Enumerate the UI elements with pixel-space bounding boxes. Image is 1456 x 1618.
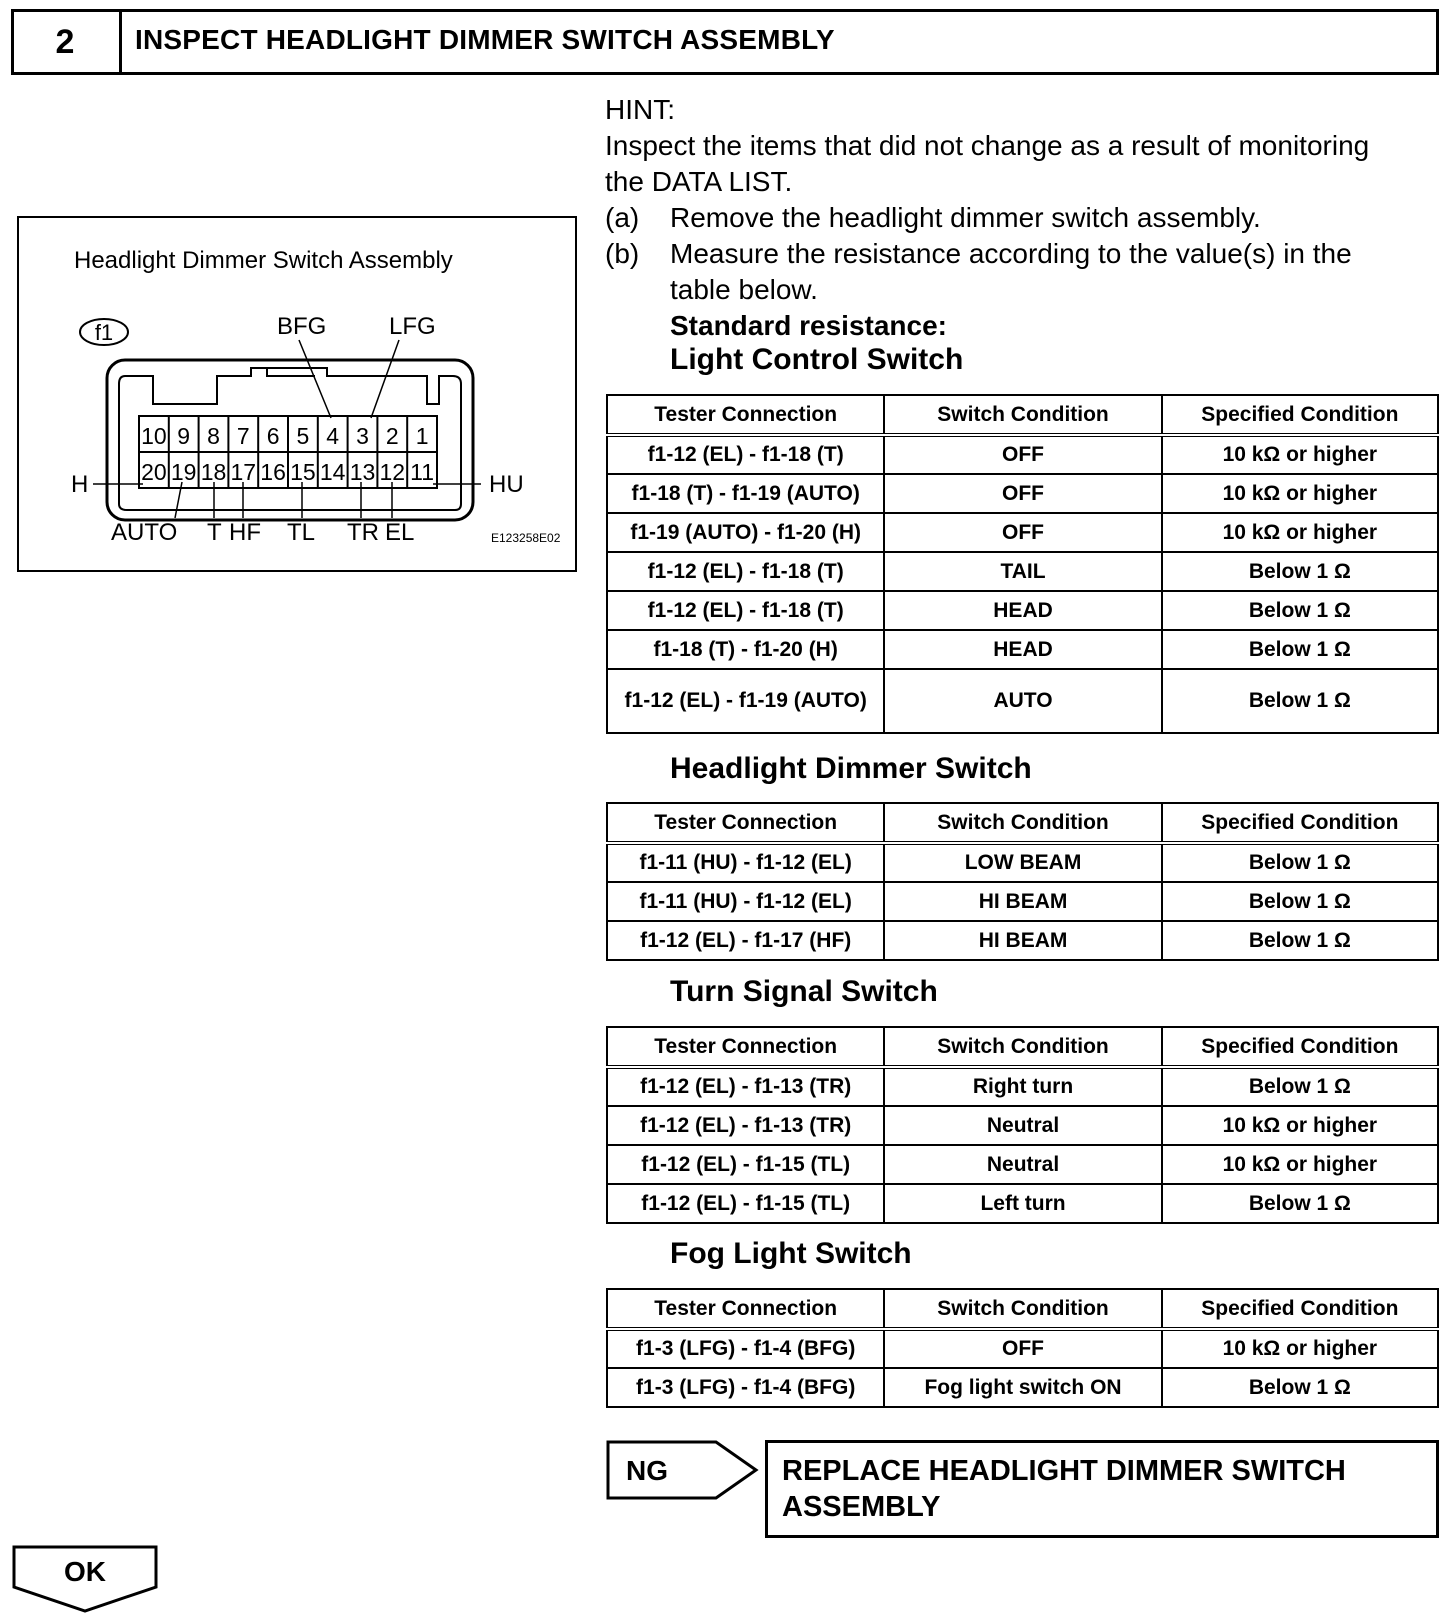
cell-switch-condition: OFF <box>884 1329 1161 1368</box>
table-row <box>607 882 1438 921</box>
pin-number: 5 <box>296 423 310 449</box>
pin-number: 8 <box>207 423 220 449</box>
table-row <box>607 669 1438 733</box>
cell-switch-condition: HEAD <box>884 591 1161 630</box>
step-b-line-2: table below. <box>670 274 818 305</box>
table-headlight-dimmer <box>606 802 1439 961</box>
pin-number: 1 <box>415 423 429 449</box>
table-row <box>607 513 1438 552</box>
ok-arrow <box>12 1545 160 1618</box>
header-specified-condition: Specified Condition <box>1162 395 1438 435</box>
cell-tester-connection: f1-12 (EL) - f1-13 (TR) <box>607 1106 884 1145</box>
cell-tester-connection: f1-12 (EL) - f1-15 (TL) <box>607 1184 884 1223</box>
pin-number: 13 <box>349 459 376 485</box>
cell-switch-condition: HI BEAM <box>884 921 1161 960</box>
cell-specified-condition: Below 1 Ω <box>1162 1368 1438 1407</box>
cell-tester-connection: f1-12 (EL) - f1-18 (T) <box>607 435 884 474</box>
cell-switch-condition: LOW BEAM <box>884 843 1161 882</box>
header-switch-condition: Switch Condition <box>884 1289 1161 1329</box>
pin-number: 14 <box>319 459 346 485</box>
cell-switch-condition: AUTO <box>884 669 1161 733</box>
table-row <box>607 1145 1438 1184</box>
pin-number: 15 <box>290 459 316 485</box>
pin-number: 7 <box>236 423 250 449</box>
step-number: 2 <box>11 9 122 75</box>
hint-label: HINT: <box>605 94 675 125</box>
section-title-light-control: Light Control Switch <box>670 343 964 376</box>
table-row <box>607 921 1438 960</box>
label-hf: HF <box>229 519 261 546</box>
label-tr: TR <box>347 519 379 546</box>
cell-specified-condition: 10 kΩ or higher <box>1162 1145 1438 1184</box>
cell-specified-condition: Below 1 Ω <box>1162 630 1438 669</box>
label-h: H <box>71 471 89 498</box>
table-row <box>607 435 1438 474</box>
cell-specified-condition: 10 kΩ or higher <box>1162 435 1438 474</box>
section-title-turn-signal: Turn Signal Switch <box>670 975 938 1008</box>
cell-specified-condition: Below 1 Ω <box>1162 669 1438 733</box>
cell-switch-condition: Neutral <box>884 1145 1161 1184</box>
pin-number: 12 <box>379 459 406 485</box>
connector-illustration <box>19 218 579 574</box>
cell-switch-condition: Neutral <box>884 1106 1161 1145</box>
header-specified-condition: Specified Condition <box>1162 1027 1438 1067</box>
step-b-line-1: Measure the resistance according to the value(s) in the <box>670 238 1352 269</box>
cell-switch-condition: Left turn <box>884 1184 1161 1223</box>
pin-number: 3 <box>356 423 369 449</box>
label-hu: HU <box>489 471 524 498</box>
label-lfg: LFG <box>389 313 436 340</box>
cell-tester-connection: f1-12 (EL) - f1-18 (T) <box>607 591 884 630</box>
figure-code: E123258E02 <box>491 531 561 545</box>
replace-line-2: ASSEMBLY <box>782 1491 941 1523</box>
cell-specified-condition: Below 1 Ω <box>1162 1067 1438 1106</box>
header-specified-condition: Specified Condition <box>1162 1289 1438 1329</box>
pin-number: 16 <box>260 459 286 485</box>
header-switch-condition: Switch Condition <box>884 803 1161 843</box>
step-a-label: (a) <box>605 202 640 233</box>
connector-id: f1 <box>94 320 114 345</box>
standard-resistance-label: Standard resistance: <box>670 310 947 341</box>
table-row <box>607 630 1438 669</box>
cell-tester-connection: f1-12 (EL) - f1-18 (T) <box>607 552 884 591</box>
pin-number: 6 <box>266 423 280 449</box>
cell-switch-condition: HEAD <box>884 630 1161 669</box>
pin-number: 18 <box>200 459 227 485</box>
table-row <box>607 1106 1438 1145</box>
label-el: EL <box>385 519 415 546</box>
step-a-text: Remove the headlight dimmer switch assembly. <box>670 202 1261 233</box>
ng-arrow <box>606 1440 761 1505</box>
connector-diagram <box>17 216 577 572</box>
cell-switch-condition: OFF <box>884 474 1161 513</box>
cell-switch-condition: Right turn <box>884 1067 1161 1106</box>
cell-specified-condition: 10 kΩ or higher <box>1162 474 1438 513</box>
pin-number: 19 <box>170 459 197 485</box>
cell-tester-connection: f1-18 (T) - f1-19 (AUTO) <box>607 474 884 513</box>
ok-label: OK <box>64 1556 106 1587</box>
table-row <box>607 552 1438 591</box>
pin-number: 9 <box>177 423 191 449</box>
table-row <box>607 1184 1438 1223</box>
pin-number: 20 <box>141 459 167 485</box>
cell-specified-condition: 10 kΩ or higher <box>1162 1329 1438 1368</box>
cell-tester-connection: f1-12 (EL) - f1-13 (TR) <box>607 1067 884 1106</box>
cell-specified-condition: Below 1 Ω <box>1162 591 1438 630</box>
table-row <box>607 1368 1438 1407</box>
label-auto: AUTO <box>111 519 178 546</box>
table-row <box>607 474 1438 513</box>
cell-tester-connection: f1-19 (AUTO) - f1-20 (H) <box>607 513 884 552</box>
table-row <box>607 843 1438 882</box>
table-row <box>607 591 1438 630</box>
cell-tester-connection: f1-12 (EL) - f1-15 (TL) <box>607 1145 884 1184</box>
table-fog-light <box>606 1288 1439 1408</box>
cell-specified-condition: 10 kΩ or higher <box>1162 1106 1438 1145</box>
pin-number: 2 <box>385 423 399 449</box>
label-tl: TL <box>287 519 316 546</box>
header-switch-condition: Switch Condition <box>884 1027 1161 1067</box>
step-b-label: (b) <box>605 238 640 269</box>
table-turn-signal <box>606 1026 1439 1224</box>
cell-tester-connection: f1-11 (HU) - f1-12 (EL) <box>607 843 884 882</box>
ng-label: NG <box>626 1455 668 1486</box>
cell-tester-connection: f1-3 (LFG) - f1-4 (BFG) <box>607 1329 884 1368</box>
cell-tester-connection: f1-11 (HU) - f1-12 (EL) <box>607 882 884 921</box>
replace-line-1: REPLACE HEADLIGHT DIMMER SWITCH <box>782 1455 1346 1487</box>
table-row <box>607 1067 1438 1106</box>
cell-tester-connection: f1-12 (EL) - f1-17 (HF) <box>607 921 884 960</box>
cell-specified-condition: Below 1 Ω <box>1162 921 1438 960</box>
cell-tester-connection: f1-12 (EL) - f1-19 (AUTO) <box>607 669 884 733</box>
cell-tester-connection: f1-3 (LFG) - f1-4 (BFG) <box>607 1368 884 1407</box>
cell-switch-condition: HI BEAM <box>884 882 1161 921</box>
label-t: T <box>207 519 222 546</box>
pin-number: 11 <box>410 459 435 485</box>
header-tester-connection: Tester Connection <box>607 1027 884 1067</box>
cell-switch-condition: OFF <box>884 435 1161 474</box>
header-tester-connection: Tester Connection <box>607 395 884 435</box>
pin-number: 10 <box>141 423 167 449</box>
hint-line-1: Inspect the items that did not change as a result of monitoring <box>605 130 1370 161</box>
cell-switch-condition: OFF <box>884 513 1161 552</box>
pin-number: 17 <box>230 459 257 485</box>
header-tester-connection: Tester Connection <box>607 1289 884 1329</box>
section-title-fog-light: Fog Light Switch <box>670 1237 912 1270</box>
cell-switch-condition: Fog light switch ON <box>884 1368 1161 1407</box>
cell-specified-condition: Below 1 Ω <box>1162 552 1438 591</box>
table-row <box>607 1329 1438 1368</box>
section-title-headlight-dimmer: Headlight Dimmer Switch <box>670 752 1032 785</box>
diagram-title: Headlight Dimmer Switch Assembly <box>74 247 453 274</box>
header-tester-connection: Tester Connection <box>607 803 884 843</box>
step-title: INSPECT HEADLIGHT DIMMER SWITCH ASSEMBLY <box>135 24 835 55</box>
header-switch-condition: Switch Condition <box>884 395 1161 435</box>
cell-switch-condition: TAIL <box>884 552 1161 591</box>
cell-specified-condition: Below 1 Ω <box>1162 843 1438 882</box>
pin-number: 4 <box>326 423 340 449</box>
replace-action-box <box>765 1440 1439 1538</box>
header-specified-condition: Specified Condition <box>1162 803 1438 843</box>
hint-line-2: the DATA LIST. <box>605 166 793 197</box>
cell-tester-connection: f1-18 (T) - f1-20 (H) <box>607 630 884 669</box>
cell-specified-condition: Below 1 Ω <box>1162 882 1438 921</box>
table-light-control <box>606 394 1439 734</box>
cell-specified-condition: Below 1 Ω <box>1162 1184 1438 1223</box>
cell-specified-condition: 10 kΩ or higher <box>1162 513 1438 552</box>
label-bfg: BFG <box>277 313 327 340</box>
